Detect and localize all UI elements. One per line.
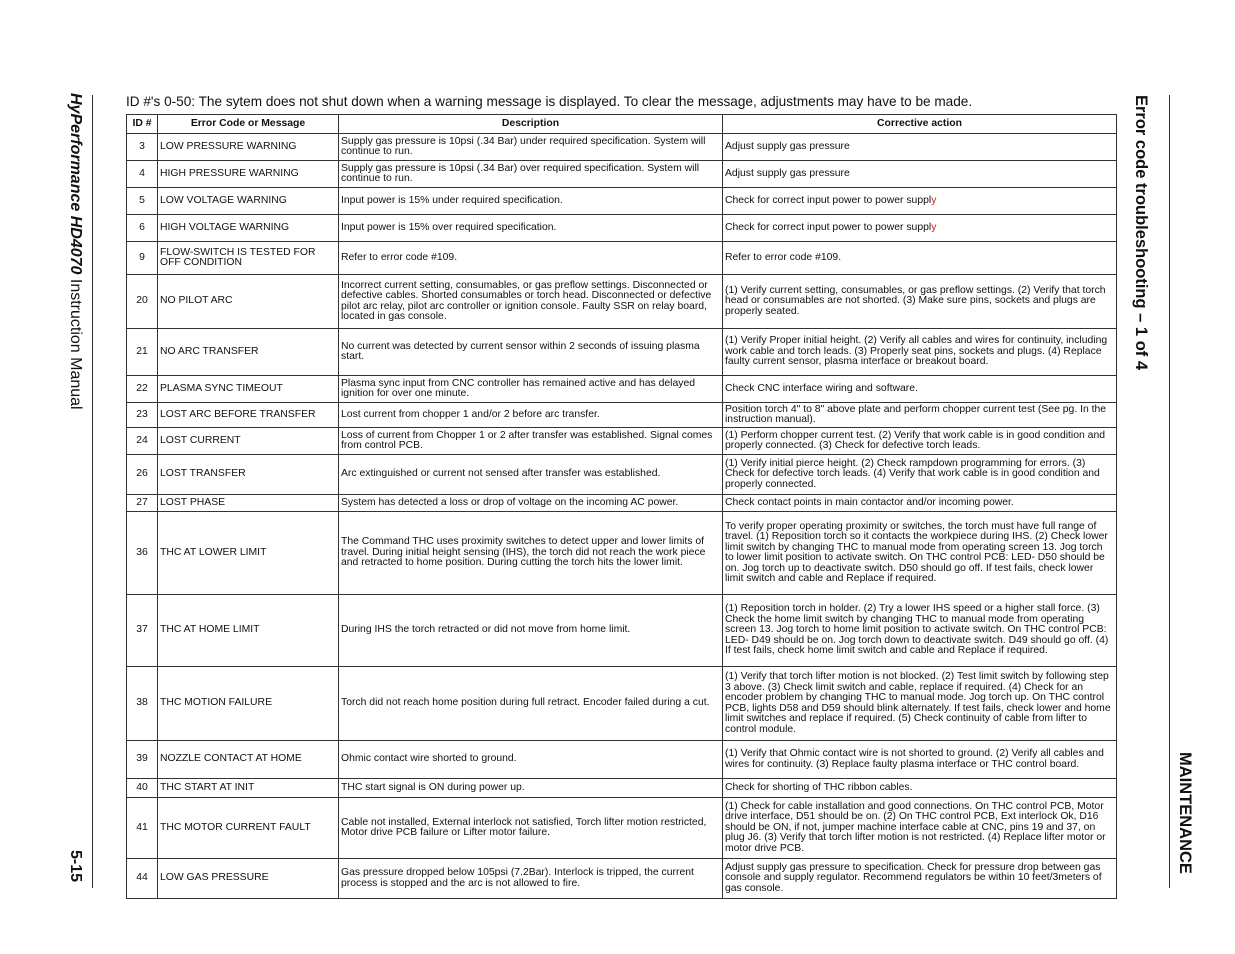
- table-row: [127, 376, 1117, 403]
- error-code-table: [126, 114, 1117, 899]
- table-row: [127, 275, 1117, 329]
- cell-error-code: [158, 495, 339, 512]
- cell-description-text: THC start signal is ON during power up.: [341, 781, 525, 793]
- cell-description: [339, 455, 723, 495]
- cell-id: [127, 403, 158, 428]
- cell-error-code: [158, 161, 339, 188]
- cell-error-code-text: THC AT HOME LIMIT: [160, 624, 260, 636]
- cell-id: [127, 329, 158, 376]
- cell-error-code: [158, 455, 339, 495]
- cell-corrective-action: [723, 215, 1117, 242]
- cell-description-text: The Command THC uses proximity switches to detect upper and lower limits of travel. During initial height sensing (IHS), the torch did not reach the work piece and retracted to home position. During cutting the torch hits the lower limit.: [341, 536, 706, 569]
- header-id: ID #: [127, 115, 158, 134]
- action-tail-text: y: [931, 221, 937, 233]
- manual-product-name: HyPerformance HD4070: [67, 93, 84, 275]
- cell-error-code: [158, 595, 339, 667]
- cell-id: [127, 215, 158, 242]
- cell-corrective-action-text: Check CNC interface wiring and software.: [725, 382, 918, 394]
- cell-description: [339, 242, 723, 275]
- cell-corrective-action-text: (1) Check for cable installation and good connections. On THC control PCB, Motor drive interface, D51 should be on. (2) On THC control PCB, Ext interlock Ok, D16 should be ON, if not, jumper machine interface cable at CNC, pins 19 and 37, on plug J6. (3) Verify that torch lifter motion is not restricted. (4) Replace lifter motor or motor drive PCB.: [725, 800, 1106, 854]
- cell-error-code: [158, 667, 339, 741]
- cell-id-text: 41: [136, 821, 148, 833]
- header-corrective-action: Corrective action: [723, 115, 1117, 134]
- table-row: [127, 741, 1117, 779]
- cell-error-code: [158, 403, 339, 428]
- cell-id: [127, 161, 158, 188]
- cell-corrective-action-text: Adjust supply gas pressure: [725, 140, 850, 152]
- page-number-text: 5-15: [67, 850, 84, 883]
- table-row: [127, 242, 1117, 275]
- cell-id-text: 39: [136, 753, 148, 765]
- cell-corrective-action-text: (1) Verify Proper initial height. (2) Verify all cables and wires for continuity, including work cable and torch leads. (3) Properly seat pins, sockets and plugs. (4) Replace faulty current sensor, plasma interface or breakout board.: [725, 335, 1108, 368]
- cell-error-code: [158, 512, 339, 595]
- cell-error-code-text: HIGH VOLTAGE WARNING: [160, 221, 290, 233]
- header-description: Description: [339, 115, 723, 134]
- cell-id-text: 23: [136, 408, 148, 420]
- cell-corrective-action-text: (1) Reposition torch in holder. (2) Try a lower IHS speed or a higher stall force. (3) Check the home limit switch by changing THC to manual mode from operating screen 13. Jog torch to home limit position to activate switch. On THC control PCB: LED- D49 should be on. Jog torch down to deactivate switch. D49 should go off. (4) If test fails, check home limit switch and cable and Replace if required.: [725, 603, 1109, 657]
- cell-corrective-action-text: Adjust supply gas pressure: [725, 167, 850, 179]
- cell-corrective-action: [723, 455, 1117, 495]
- section-subtitle-text: Error code troubleshooting – 1 of 4: [1132, 95, 1150, 371]
- cell-description-text: System has detected a loss or drop of voltage on the incoming AC power.: [341, 496, 679, 508]
- cell-error-code: [158, 798, 339, 859]
- cell-corrective-action: [723, 275, 1117, 329]
- cell-description-text: Input power is 15% under required specification.: [341, 194, 563, 206]
- cell-corrective-action: [723, 242, 1117, 275]
- cell-description-text: During IHS the torch retracted or did not move from home limit.: [341, 624, 631, 636]
- cell-description-text: Incorrect current setting, consumables, or gas preflow settings. Disconnected or defective cables. Shorted consumables or torch head. Disconnected or defective pilot arc relay, pilot arc controller or ignition console. Faulty SSR on relay board, located in gas console.: [341, 279, 712, 322]
- cell-error-code: [158, 215, 339, 242]
- table-row: [127, 495, 1117, 512]
- cell-error-code-text: THC MOTOR CURRENT FAULT: [160, 821, 311, 833]
- left-margin-rule: [92, 95, 93, 888]
- cell-description: [339, 161, 723, 188]
- table-row: [127, 329, 1117, 376]
- cell-id-text: 40: [136, 781, 148, 793]
- cell-corrective-action: [723, 667, 1117, 741]
- cell-id-text: 5: [139, 194, 145, 206]
- cell-description: [339, 403, 723, 428]
- cell-id: [127, 428, 158, 455]
- cell-error-code: [158, 376, 339, 403]
- table-row: [127, 403, 1117, 428]
- cell-description: [339, 859, 723, 899]
- cell-corrective-action-text: Check for correct input power to power suppl: [725, 194, 932, 206]
- table-row: [127, 215, 1117, 242]
- cell-error-code: [158, 188, 339, 215]
- cell-description: [339, 215, 723, 242]
- table-body: [127, 134, 1117, 899]
- cell-corrective-action: [723, 495, 1117, 512]
- cell-error-code-text: THC START AT INIT: [160, 781, 255, 793]
- cell-description-text: Lost current from chopper 1 and/or 2 before arc transfer.: [341, 408, 600, 420]
- cell-corrective-action: [723, 741, 1117, 779]
- cell-description-text: Input power is 15% over required specification.: [341, 221, 557, 233]
- section-name: [1172, 752, 1202, 892]
- cell-error-code: [158, 275, 339, 329]
- table-row: [127, 512, 1117, 595]
- cell-corrective-action: [723, 859, 1117, 899]
- cell-description-text: No current was detected by current sensor within 2 seconds of issuing plasma start.: [341, 340, 700, 362]
- right-margin-rule: [1169, 95, 1170, 888]
- cell-corrective-action-text: Adjust supply gas pressure to specification. Check for pressure drop between gas console and supply regulator. Recommend regulators be within 10 feet/3meters of gas console.: [725, 861, 1102, 894]
- cell-id: [127, 512, 158, 595]
- cell-id: [127, 495, 158, 512]
- cell-error-code: [158, 242, 339, 275]
- cell-description: [339, 667, 723, 741]
- cell-corrective-action-text: (1) Verify current setting, consumables, or gas preflow settings. (2) Verify that torch head or consumables are not shorted. (3) Make sure pins, sockets and plugs are properly seated.: [725, 284, 1106, 317]
- cell-id: [127, 779, 158, 798]
- cell-id-text: 24: [136, 434, 148, 446]
- manual-title-rest: Instruction Manual: [67, 274, 84, 410]
- cell-description: [339, 329, 723, 376]
- cell-id-text: 27: [136, 496, 148, 508]
- cell-id-text: 4: [139, 167, 145, 179]
- cell-id-text: 37: [136, 624, 148, 636]
- cell-id-text: 22: [136, 382, 148, 394]
- cell-corrective-action: [723, 779, 1117, 798]
- cell-error-code-text: LOST PHASE: [160, 496, 226, 508]
- cell-corrective-action: [723, 512, 1117, 595]
- table-row: [127, 667, 1117, 741]
- cell-corrective-action: [723, 134, 1117, 161]
- cell-description-text: Loss of current from Chopper 1 or 2 after transfer was established. Signal comes from control PCB.: [341, 429, 713, 451]
- cell-corrective-action-text: Position torch 4" to 8" above plate and perform chopper current test (See pg. In the instruction manual).: [725, 403, 1107, 425]
- cell-corrective-action-text: To verify proper operating proximity or switches, the torch must have full range of travel. (1) Reposition torch so it contacts the workpiece during IHS. (2) Check lower limit switch by changing THC to manual mode from operating screen 13. Jog torch to lower limit position to activate switch. On THC control PCB: LED- D50 should be on. Jog torch up to deactivate switch. D50 should go off. If test fails, check lower limit switch and cable and Replace if required.: [725, 520, 1108, 584]
- cell-corrective-action: [723, 188, 1117, 215]
- cell-error-code-text: LOST CURRENT: [160, 434, 241, 446]
- cell-description: [339, 188, 723, 215]
- cell-id: [127, 859, 158, 899]
- cell-corrective-action-text: (1) Verify that Ohmic contact wire is not shorted to ground. (2) Verify all cables and wires for continuity. (3) Replace faulty plasma interface or THC control board.: [725, 748, 1104, 770]
- cell-error-code-text: FLOW-SWITCH IS TESTED FOR OFF CONDITION: [160, 246, 316, 268]
- table-row: [127, 455, 1117, 495]
- table-row: [127, 798, 1117, 859]
- cell-corrective-action: [723, 798, 1117, 859]
- cell-error-code-text: THC AT LOWER LIMIT: [160, 546, 267, 558]
- cell-corrective-action: [723, 161, 1117, 188]
- cell-id-text: 38: [136, 697, 148, 709]
- cell-error-code-text: LOW VOLTAGE WARNING: [160, 194, 287, 206]
- cell-id: [127, 242, 158, 275]
- section-name-text: MAINTENANCE: [1176, 752, 1194, 874]
- cell-error-code-text: LOST TRANSFER: [160, 468, 246, 480]
- cell-description: [339, 134, 723, 161]
- cell-description-text: Supply gas pressure is 10psi (.34 Bar) under required specification. System will continue to run.: [341, 135, 706, 157]
- cell-error-code: [158, 329, 339, 376]
- cell-id: [127, 455, 158, 495]
- section-subtitle: [1128, 95, 1158, 425]
- cell-error-code-text: THC MOTION FAILURE: [160, 697, 272, 709]
- cell-id: [127, 595, 158, 667]
- cell-description-text: Plasma sync input from CNC controller has remained active and has delayed ignition for over one minute.: [341, 377, 696, 399]
- cell-corrective-action-text: Check for shorting of THC ribbon cables.: [725, 781, 913, 793]
- cell-description: [339, 741, 723, 779]
- cell-id: [127, 741, 158, 779]
- action-tail-text: y: [931, 194, 937, 206]
- cell-id: [127, 188, 158, 215]
- cell-description-text: Refer to error code #109.: [341, 251, 458, 263]
- cell-corrective-action: [723, 329, 1117, 376]
- cell-description: [339, 376, 723, 403]
- cell-id-text: 21: [136, 345, 148, 357]
- cell-corrective-action-text: (1) Verify that torch lifter motion is not blocked. (2) Test limit switch by following step 3 above. (3) Check limit switch and cable, replace if required. (4) Check for an encoder problem by changing THC to manual mode. Jog torch up. On THC control PCB, lights D58 and D59 should blink alternately. If test fails, check lower and home limit switches and replace if required. (5) Check continuity of cable from lifter to control module.: [725, 671, 1111, 735]
- cell-id: [127, 376, 158, 403]
- cell-id-text: 26: [136, 468, 148, 480]
- cell-description-text: Supply gas pressure is 10psi (.34 Bar) over required specification. System will continue to run.: [341, 162, 700, 184]
- table-row: [127, 859, 1117, 899]
- table-row: [127, 161, 1117, 188]
- cell-corrective-action-text: (1) Perform chopper current test. (2) Verify that work cable is in good condition and properly connected. (3) Check for defective torch leads.: [725, 429, 1106, 451]
- cell-id-text: 3: [139, 140, 145, 152]
- header-error-code: Error Code or Message: [158, 115, 339, 134]
- cell-description-text: Ohmic contact wire shorted to ground.: [341, 753, 517, 765]
- cell-corrective-action-text: Check for correct input power to power suppl: [725, 221, 932, 233]
- cell-description: [339, 798, 723, 859]
- manual-title: [60, 93, 90, 423]
- cell-corrective-action-text: Check contact points in main contactor and/or incoming power.: [725, 496, 1014, 508]
- cell-description: [339, 275, 723, 329]
- cell-id: [127, 798, 158, 859]
- table-row: [127, 779, 1117, 798]
- cell-error-code-text: PLASMA SYNC TIMEOUT: [160, 382, 283, 394]
- cell-error-code: [158, 134, 339, 161]
- cell-description-text: Torch did not reach home position during full retract. Encoder failed during a cut.: [341, 697, 710, 709]
- cell-error-code-text: NOZZLE CONTACT AT HOME: [160, 753, 302, 765]
- cell-error-code-text: NO PILOT ARC: [160, 295, 233, 307]
- cell-corrective-action: [723, 403, 1117, 428]
- cell-corrective-action: [723, 428, 1117, 455]
- cell-error-code-text: LOW GAS PRESSURE: [160, 872, 269, 884]
- cell-error-code-text: LOW PRESSURE WARNING: [160, 140, 297, 152]
- cell-error-code: [158, 779, 339, 798]
- cell-id-text: 20: [136, 295, 148, 307]
- cell-error-code-text: LOST ARC BEFORE TRANSFER: [160, 408, 316, 420]
- cell-id: [127, 275, 158, 329]
- cell-error-code: [158, 428, 339, 455]
- table-row: [127, 595, 1117, 667]
- cell-corrective-action: [723, 595, 1117, 667]
- cell-id: [127, 134, 158, 161]
- cell-corrective-action-text: (1) Verify initial pierce height. (2) Check rampdown programming for errors. (3) Check for defective torch leads. (4) Verify that work cable is in good condition and properly connected.: [725, 457, 1100, 490]
- cell-description-text: Gas pressure dropped below 105psi (7.2Bar). Interlock is tripped, the current process is stopped and the arc is not allowed to fire.: [341, 867, 694, 889]
- cell-error-code: [158, 859, 339, 899]
- cell-id: [127, 667, 158, 741]
- table-row: [127, 188, 1117, 215]
- table-header-row: [127, 115, 1117, 134]
- table-row: [127, 428, 1117, 455]
- cell-description: [339, 495, 723, 512]
- cell-description: [339, 512, 723, 595]
- cell-corrective-action-text: Refer to error code #109.: [725, 251, 842, 263]
- page-number: [60, 850, 90, 890]
- cell-id-text: 9: [139, 251, 145, 263]
- cell-corrective-action: [723, 376, 1117, 403]
- table-row: [127, 134, 1117, 161]
- cell-error-code-text: NO ARC TRANSFER: [160, 345, 259, 357]
- cell-id-text: 36: [136, 546, 148, 558]
- cell-description-text: Arc extinguished or current not sensed after transfer was established.: [341, 468, 661, 480]
- cell-id-text: 44: [136, 872, 148, 884]
- cell-id-text: 6: [139, 221, 145, 233]
- cell-description-text: Cable not installed, External interlock not satisfied, Torch lifter motion restricted, Motor drive PCB failure or Lifter motor failure.: [341, 816, 707, 838]
- cell-error-code-text: HIGH PRESSURE WARNING: [160, 167, 299, 179]
- cell-error-code: [158, 741, 339, 779]
- cell-description: [339, 595, 723, 667]
- cell-description: [339, 428, 723, 455]
- table-heading: ID #'s 0-50: The sytem does not shut down when a warning message is displayed. To clear the message, adjustments may have to be made.: [126, 94, 973, 109]
- cell-description: [339, 779, 723, 798]
